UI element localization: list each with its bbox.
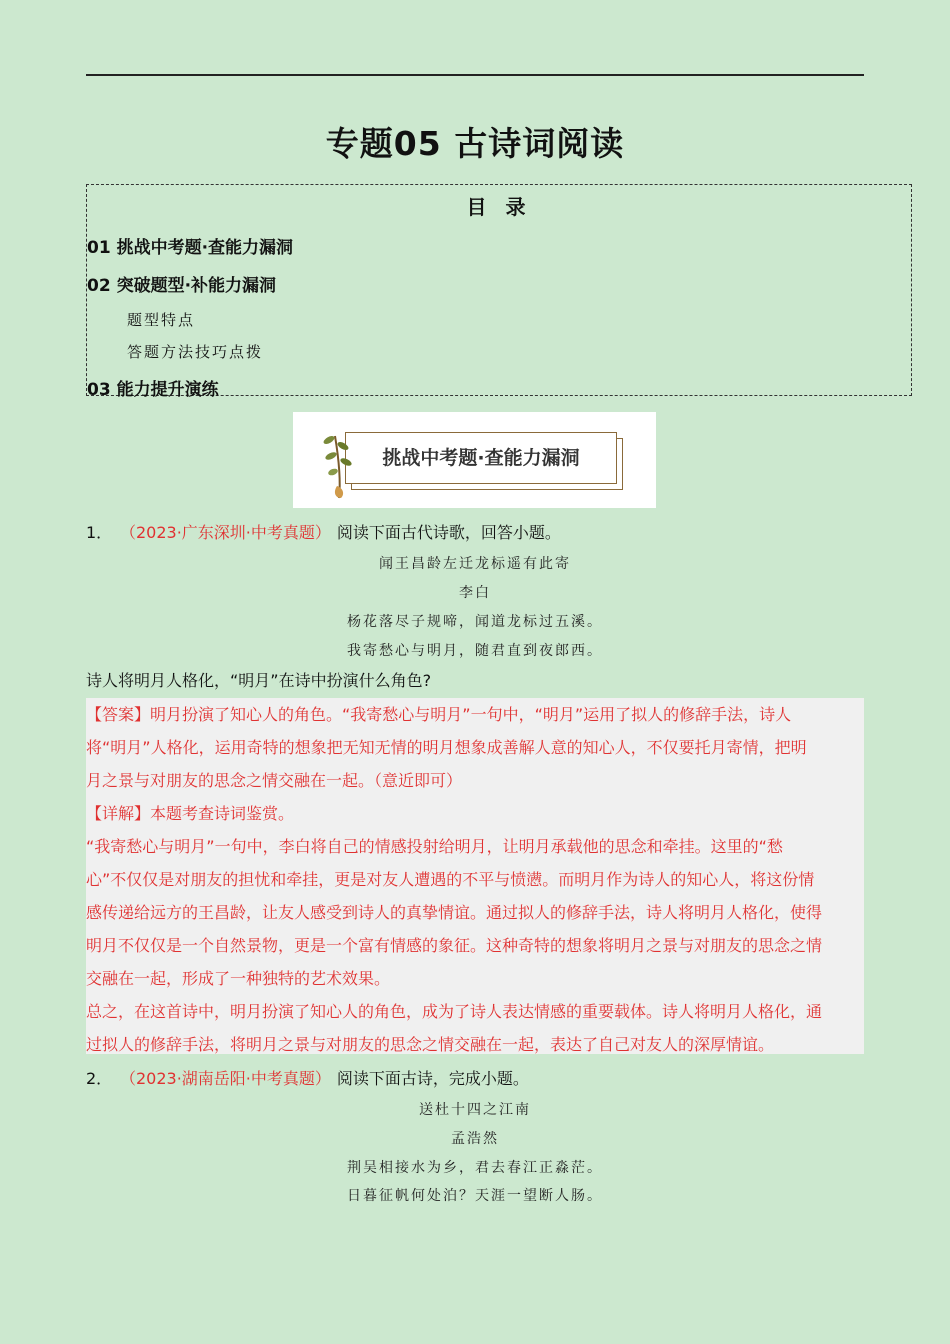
poem-2-title: 送杜十四之江南 [419, 1102, 531, 1118]
poem-1-line-1: 杨花落尽子规啼，闻道龙标过五溪。 [347, 614, 603, 630]
answer-block [86, 698, 864, 1054]
poem-1-line-2: 我寄愁心与明月，随君直到夜郎西。 [347, 643, 603, 659]
explanation-line: 感传递给远方的王昌龄，让友人感受到诗人的真挚情谊。通过拟人的修辞手法，诗人将明月人格化，使得 [86, 903, 823, 922]
question-2-number: 2． [86, 1069, 113, 1088]
explanation-line: “我寄愁心与明月”一句中，李白将自己的情感投射给明月，让明月承载他的思念和牵挂。这里的“愁 [86, 837, 783, 856]
poem-2-line-1: 荆吴相接水为乡，君去春江正淼茫。 [347, 1160, 603, 1176]
poem-1-author: 李白 [459, 585, 491, 601]
question-2-header [86, 1066, 529, 1089]
question-1-number: 1． [86, 523, 113, 542]
toc-heading: 目 录 [466, 195, 532, 219]
plant-icon [319, 430, 359, 500]
question-1-header [86, 520, 561, 543]
toc-item-02[interactable]: 02 突破题型·补能力漏洞 [87, 276, 277, 296]
question-1-text: 诗人将明月人格化，“明月”在诗中扮演什么角色? [86, 671, 432, 690]
question-1-prompt: 阅读下面古代诗歌，回答小题。 [336, 523, 561, 542]
toc-subitem-answer-tips[interactable]: 答题方法技巧点拨 [127, 343, 264, 361]
explanation-line: 【详解】本题考查诗词鉴赏。 [86, 804, 295, 823]
question-2-source: （2023·湖南岳阳·中考真题） [120, 1069, 331, 1088]
explanation-line: 总之，在这首诗中，明月扮演了知心人的角色，成为了诗人表达情感的重要载体。诗人将明月人格化，通 [86, 1002, 823, 1021]
answer-line: 将“明月”人格化，运用奇特的想象把无知无情的明月想象成善解人意的知心人，不仅要托月寄情，把明 [86, 738, 807, 757]
toc-item-01[interactable]: 01 挑战中考题·查能力漏洞 [87, 238, 294, 258]
answer-line: 【答案】明月扮演了知心人的角色。“我寄愁心与明月”一句中，“明月”运用了拟人的修辞手法，诗人 [86, 705, 792, 724]
header-rule [86, 74, 864, 76]
explanation-line: 明月不仅仅是一个自然景物，更是一个富有情感的象征。这种奇特的想象将明月之景与对朋友的思念之情 [86, 936, 823, 955]
poem-2-author: 孟浩然 [451, 1131, 499, 1147]
toc-subitem-question-features[interactable]: 题型特点 [127, 311, 196, 329]
question-2-prompt: 阅读下面古诗，完成小题。 [336, 1069, 529, 1088]
poem-1-title: 闻王昌龄左迁龙标遥有此寄 [379, 556, 571, 572]
page-title: 专题05 古诗词阅读 [325, 124, 625, 163]
explanation-line: 交融在一起，形成了一种独特的艺术效果。 [86, 969, 391, 988]
explanation-line: 心”不仅仅是对朋友的担忧和牵挂，更是对友人遭遇的不平与愤懑。而明月作为诗人的知心人，将这份情 [86, 870, 815, 889]
section-banner [293, 412, 656, 508]
table-of-contents [86, 184, 912, 400]
explanation-line: 过拟人的修辞手法，将明月之景与对朋友的思念之情交融在一起，表达了自己对友人的深厚情谊。 [86, 1035, 775, 1054]
poem-2-line-2: 日暮征帆何处泊？天涯一望断人肠。 [347, 1188, 603, 1204]
toc-item-03[interactable]: 03 能力提升演练 [87, 380, 219, 400]
answer-line: 月之景与对朋友的思念之情交融在一起。（意近即可） [86, 771, 463, 790]
question-1-source: （2023·广东深圳·中考真题） [120, 523, 331, 542]
banner-label: 挑战中考题·查能力漏洞 [382, 447, 580, 469]
